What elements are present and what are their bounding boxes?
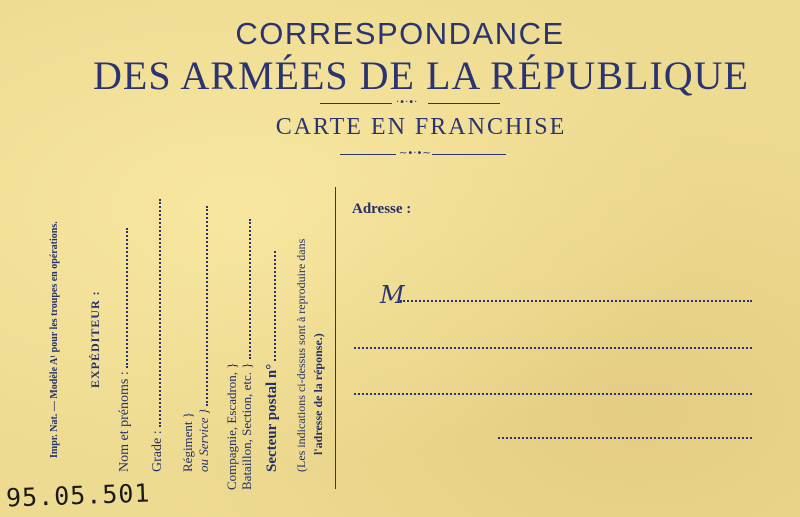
field-nom-prenoms-label: Nom et prénoms : [117, 371, 132, 472]
field-regiment [180, 412, 196, 472]
handwritten-number: 95.05.501 [5, 478, 151, 513]
address-line-1[interactable] [400, 300, 752, 302]
field-regiment-label-1: Régiment } [180, 411, 195, 472]
ornament-icon: ~•·•~ [399, 148, 431, 159]
ornament-rule-left-2 [340, 154, 396, 155]
field-compagnie-line2 [239, 219, 255, 490]
address-line-4[interactable] [498, 437, 752, 439]
field-grade-label: Grade : [150, 430, 165, 472]
vertical-divider [335, 187, 336, 489]
field-grade [150, 199, 166, 472]
field-nom-prenoms-line[interactable] [125, 228, 128, 368]
sender-heading: EXPÉDITEUR : [88, 290, 102, 388]
title-carte-franchise: CARTE EN FRANCHISE [275, 114, 567, 140]
field-compagnie [224, 362, 240, 490]
field-regiment-line[interactable] [205, 206, 208, 406]
field-compagnie-label-1: Compagnie, Escadron, } [224, 362, 239, 490]
address-prefix: M [380, 281, 405, 309]
ornament-rule-left-1 [320, 103, 392, 104]
address-label: Adresse : [352, 201, 412, 217]
address-line-2[interactable] [354, 347, 752, 349]
field-grade-line[interactable] [158, 199, 161, 427]
field-compagnie-label-2: Bataillon, Section, etc. } [239, 362, 254, 490]
reply-note-1: (Les indications ci-dessus sont à reproduire dans [294, 238, 308, 472]
ornament-rule-right-2 [432, 154, 506, 155]
field-regiment-line2 [196, 206, 212, 472]
ornament-icon: ·•·•· [396, 97, 418, 108]
field-compagnie-line[interactable] [248, 219, 251, 359]
reply-note-2: l'adresse de la réponse.) [311, 333, 325, 455]
field-secteur-label: Secteur postal n° [264, 363, 280, 472]
imprint-text: Impr. Nat. — Modèle A¹ pour les troupes en opérations. [49, 221, 60, 458]
field-secteur-line[interactable] [273, 251, 276, 361]
field-secteur-postal [264, 251, 281, 472]
title-armees: DES ARMÉES DE LA RÉPUBLIQUE [93, 53, 749, 98]
title-correspondance: CORRESPONDANCE [235, 16, 565, 51]
address-line-3[interactable] [354, 393, 752, 395]
field-regiment-label-2: ou Service } [196, 409, 211, 472]
field-nom-prenoms [117, 228, 133, 472]
ornament-rule-right-1 [428, 103, 500, 104]
